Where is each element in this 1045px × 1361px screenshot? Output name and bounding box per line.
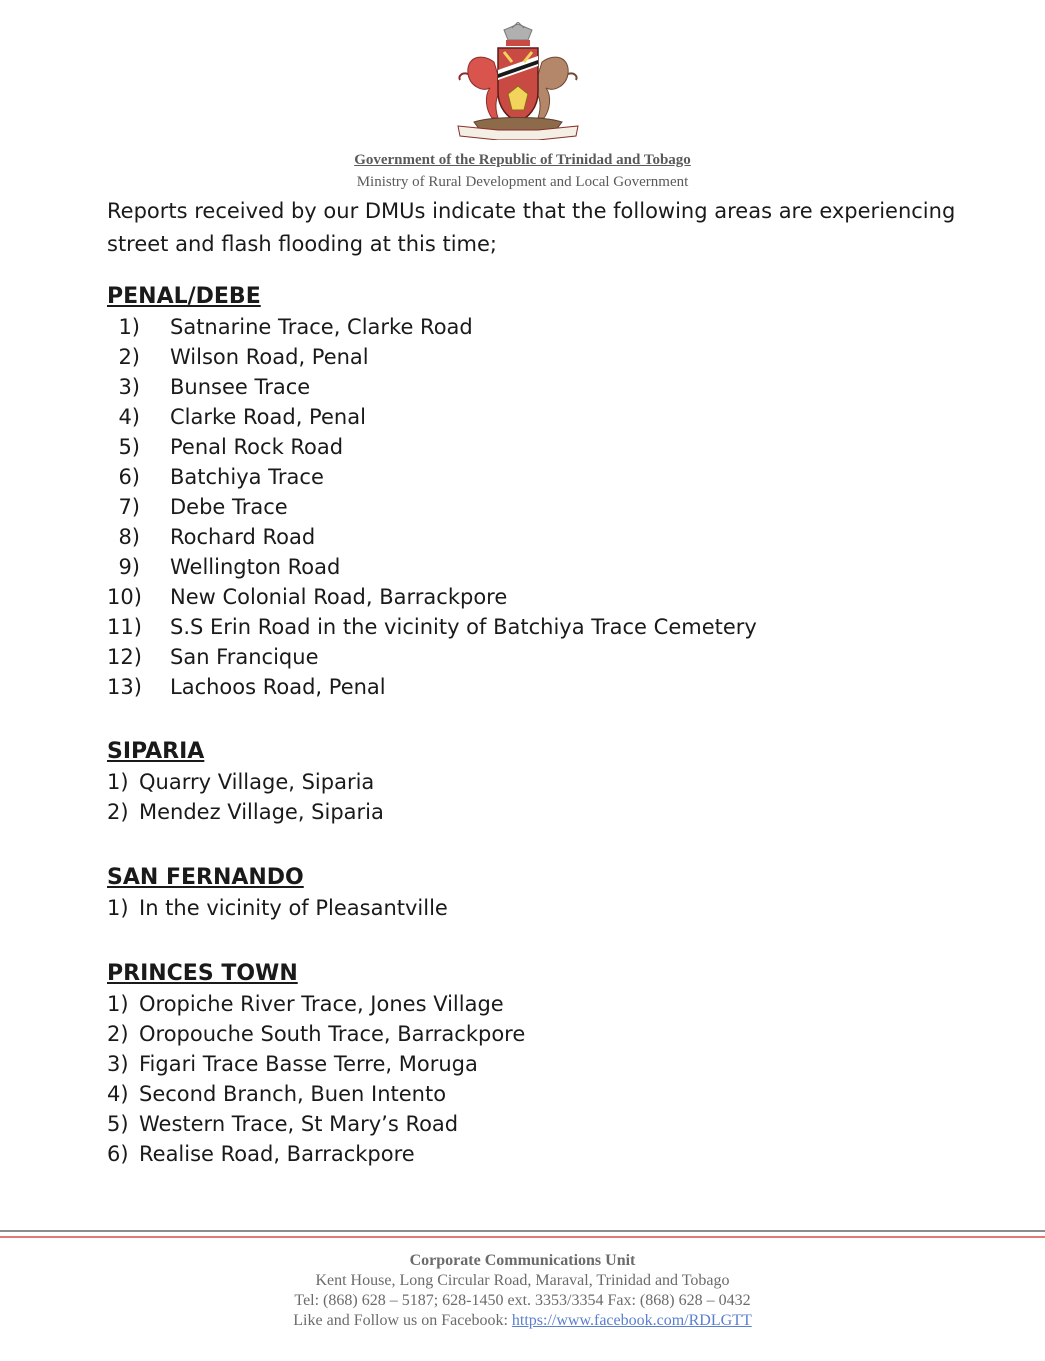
area-list xyxy=(107,767,384,827)
list-item: 6) Realise Road, Barrackpore xyxy=(107,1142,415,1166)
footer-phone: Tel: (868) 628 – 5187; 628-1450 ext. 3353/3354 Fax: (868) 628 – 0432 xyxy=(294,1292,751,1309)
section-title: PENAL/DEBE xyxy=(107,284,261,309)
section-title: SIPARIA xyxy=(107,739,205,764)
list-item: 4) Clarke Road, Penal xyxy=(118,405,366,429)
section-title: PRINCES TOWN xyxy=(107,961,298,986)
section-siparia xyxy=(107,737,384,827)
footer-divider xyxy=(0,1230,1045,1238)
list-item: 5) Penal Rock Road xyxy=(118,435,344,459)
coat-of-arms-icon xyxy=(452,22,584,140)
list-item: 1) Quarry Village, Siparia xyxy=(107,770,375,794)
list-item: 9) Wellington Road xyxy=(118,555,341,579)
list-item: 11) S.S Erin Road in the vicinity of Batchiya Trace Cemetery xyxy=(107,615,757,639)
footer-unit: Corporate Communications Unit xyxy=(409,1252,636,1269)
list-item: 7) Debe Trace xyxy=(118,495,288,519)
footer xyxy=(0,1251,1045,1331)
ministry-heading: Ministry of Rural Development and Local Government xyxy=(356,174,689,190)
divider-grey xyxy=(0,1230,1045,1232)
divider-red xyxy=(0,1236,1045,1238)
section-princes-town xyxy=(107,959,525,1169)
section-title: SAN FERNANDO xyxy=(107,865,304,890)
list-item: 1) In the vicinity of Pleasantville xyxy=(107,896,448,920)
area-list xyxy=(107,893,448,923)
list-item: 10) New Colonial Road, Barrackpore xyxy=(107,585,508,609)
section-penal-debe xyxy=(107,282,757,702)
list-item: 5) Western Trace, St Mary’s Road xyxy=(107,1112,459,1136)
list-item: 1) Satnarine Trace, Clarke Road xyxy=(118,315,473,339)
facebook-prefix: Like and Follow us on Facebook: xyxy=(293,1312,508,1329)
intro-paragraph: Reports received by our DMUs indicate that the following areas are experiencing street and flash flooding at this time; xyxy=(107,199,956,256)
list-item: 1) Oropiche River Trace, Jones Village xyxy=(107,992,504,1016)
facebook-link[interactable]: https://www.facebook.com/RDLGTT xyxy=(511,1312,752,1329)
area-list xyxy=(107,989,525,1169)
list-item: 2) Wilson Road, Penal xyxy=(118,345,369,369)
list-item: 2) Mendez Village, Siparia xyxy=(107,800,384,824)
footer-address: Kent House, Long Circular Road, Maraval, Trinidad and Tobago xyxy=(315,1272,730,1289)
list-item: 3) Bunsee Trace xyxy=(118,375,311,399)
list-item: 4) Second Branch, Buen Intento xyxy=(107,1082,447,1106)
list-item: 3) Figari Trace Basse Terre, Moruga xyxy=(107,1052,478,1076)
list-item: 13) Lachoos Road, Penal xyxy=(107,675,386,699)
list-item: 12) San Francique xyxy=(107,645,319,669)
list-item: 8) Rochard Road xyxy=(118,525,316,549)
list-item: 2) Oropouche South Trace, Barrackpore xyxy=(107,1022,526,1046)
list-item: 6) Batchiya Trace xyxy=(118,465,324,489)
area-list xyxy=(107,312,757,702)
section-san-fernando xyxy=(107,863,448,923)
government-heading: Government of the Republic of Trinidad and Tobago xyxy=(354,152,691,168)
footer-facebook xyxy=(0,1311,1045,1331)
